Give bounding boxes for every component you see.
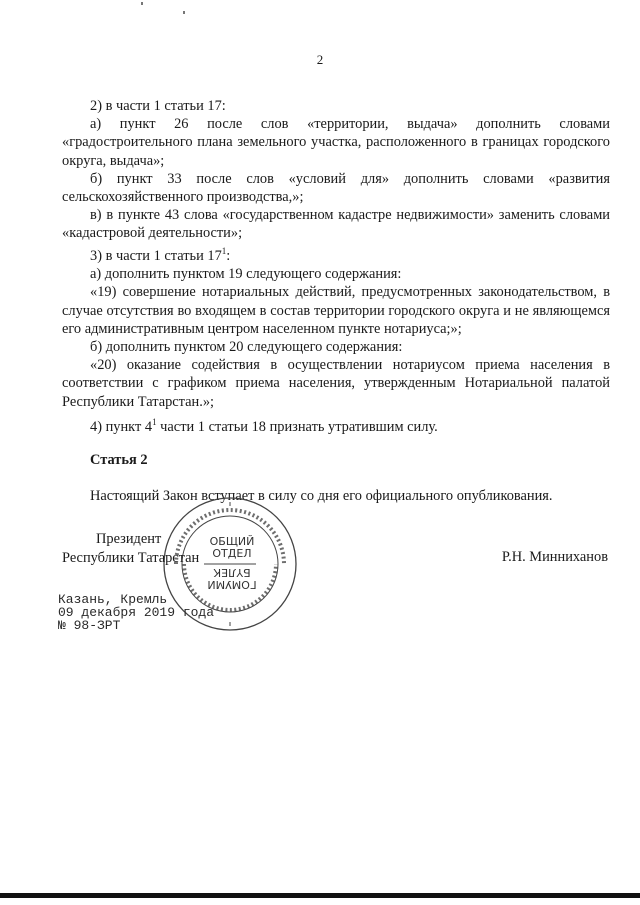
signatory-line: Республики Татарстан	[62, 550, 200, 566]
paragraph-suffix: части 1 статьи 18 признать утратившим силу.	[156, 419, 438, 435]
law-number: № 98-ЗРТ	[58, 618, 121, 633]
article-text: Настоящий Закон вступает в силу со дня его официального опубликования.	[90, 488, 553, 505]
paragraph: «20) оказание содействия в осуществлении нотариусом приема населения в соответствии с графиком приема населения, утвержденным Нотариальной палатой Республики Татарстан.»;	[62, 357, 610, 410]
scan-edge-bar	[0, 893, 640, 898]
paragraph: в) в пункте 43 слова «государственном кадастре недвижимости» заменить словами «кадастровой деятельности»;	[62, 207, 610, 242]
superscript: 1	[152, 417, 157, 428]
paragraph-part-4	[62, 418, 610, 436]
signatory-title	[62, 530, 199, 568]
paragraph: 2) в части 1 статьи 17:	[90, 98, 226, 114]
paragraph: б) дополнить пунктом 20 следующего содержания:	[90, 339, 403, 356]
stamp-text: ОБЩИЙ	[209, 535, 255, 548]
signatory-line: Президент	[96, 531, 162, 547]
stamp-text: ОТДЕЛ	[212, 547, 252, 560]
stamp-text: БҮЛЕК	[213, 566, 251, 579]
date: 09 декабря 2019 года	[58, 605, 215, 620]
article-2-section	[62, 451, 610, 505]
paragraph: а) дополнить пунктом 19 следующего содержания:	[90, 266, 402, 283]
amendments-block-1	[62, 97, 610, 243]
superscript: 1	[221, 246, 227, 257]
scan-speck	[183, 11, 185, 14]
place-date-number	[58, 593, 214, 632]
paragraph-suffix: :	[226, 248, 231, 264]
paragraph-part-3	[62, 247, 610, 265]
place: Казань, Кремль	[58, 592, 168, 607]
stamp-text: ГОМУМИ	[207, 578, 257, 591]
paragraph: «19) совершение нотариальных действий, предусмотренных законодательством, в случае отсутствия во входящем в состав территории городского округа и не являющемся его административным центром населенном пункте нотариуса;»;	[62, 284, 610, 337]
paragraph-text: 4) пункт 4	[90, 419, 153, 435]
article-title: Статья 2	[90, 452, 148, 468]
signatory-name: Р.Н. Минниханов	[501, 549, 608, 565]
paragraph-text: 3) в части 1 статьи 17	[90, 248, 222, 264]
amendments-block-2	[62, 247, 610, 411]
paragraph: б) пункт 33 после слов «условий для» дополнить словами «развития сельскохозяйственного производства,»;	[62, 170, 610, 206]
amendment-part-4	[62, 418, 610, 436]
scan-speck	[141, 2, 143, 5]
paragraph: а) пункт 26 после слов «территории, выдача» дополнить словами «градостроительного плана земельного участка, расположенного в границах городского округа, выдача»;	[62, 116, 610, 169]
page-number: 2	[316, 52, 324, 67]
